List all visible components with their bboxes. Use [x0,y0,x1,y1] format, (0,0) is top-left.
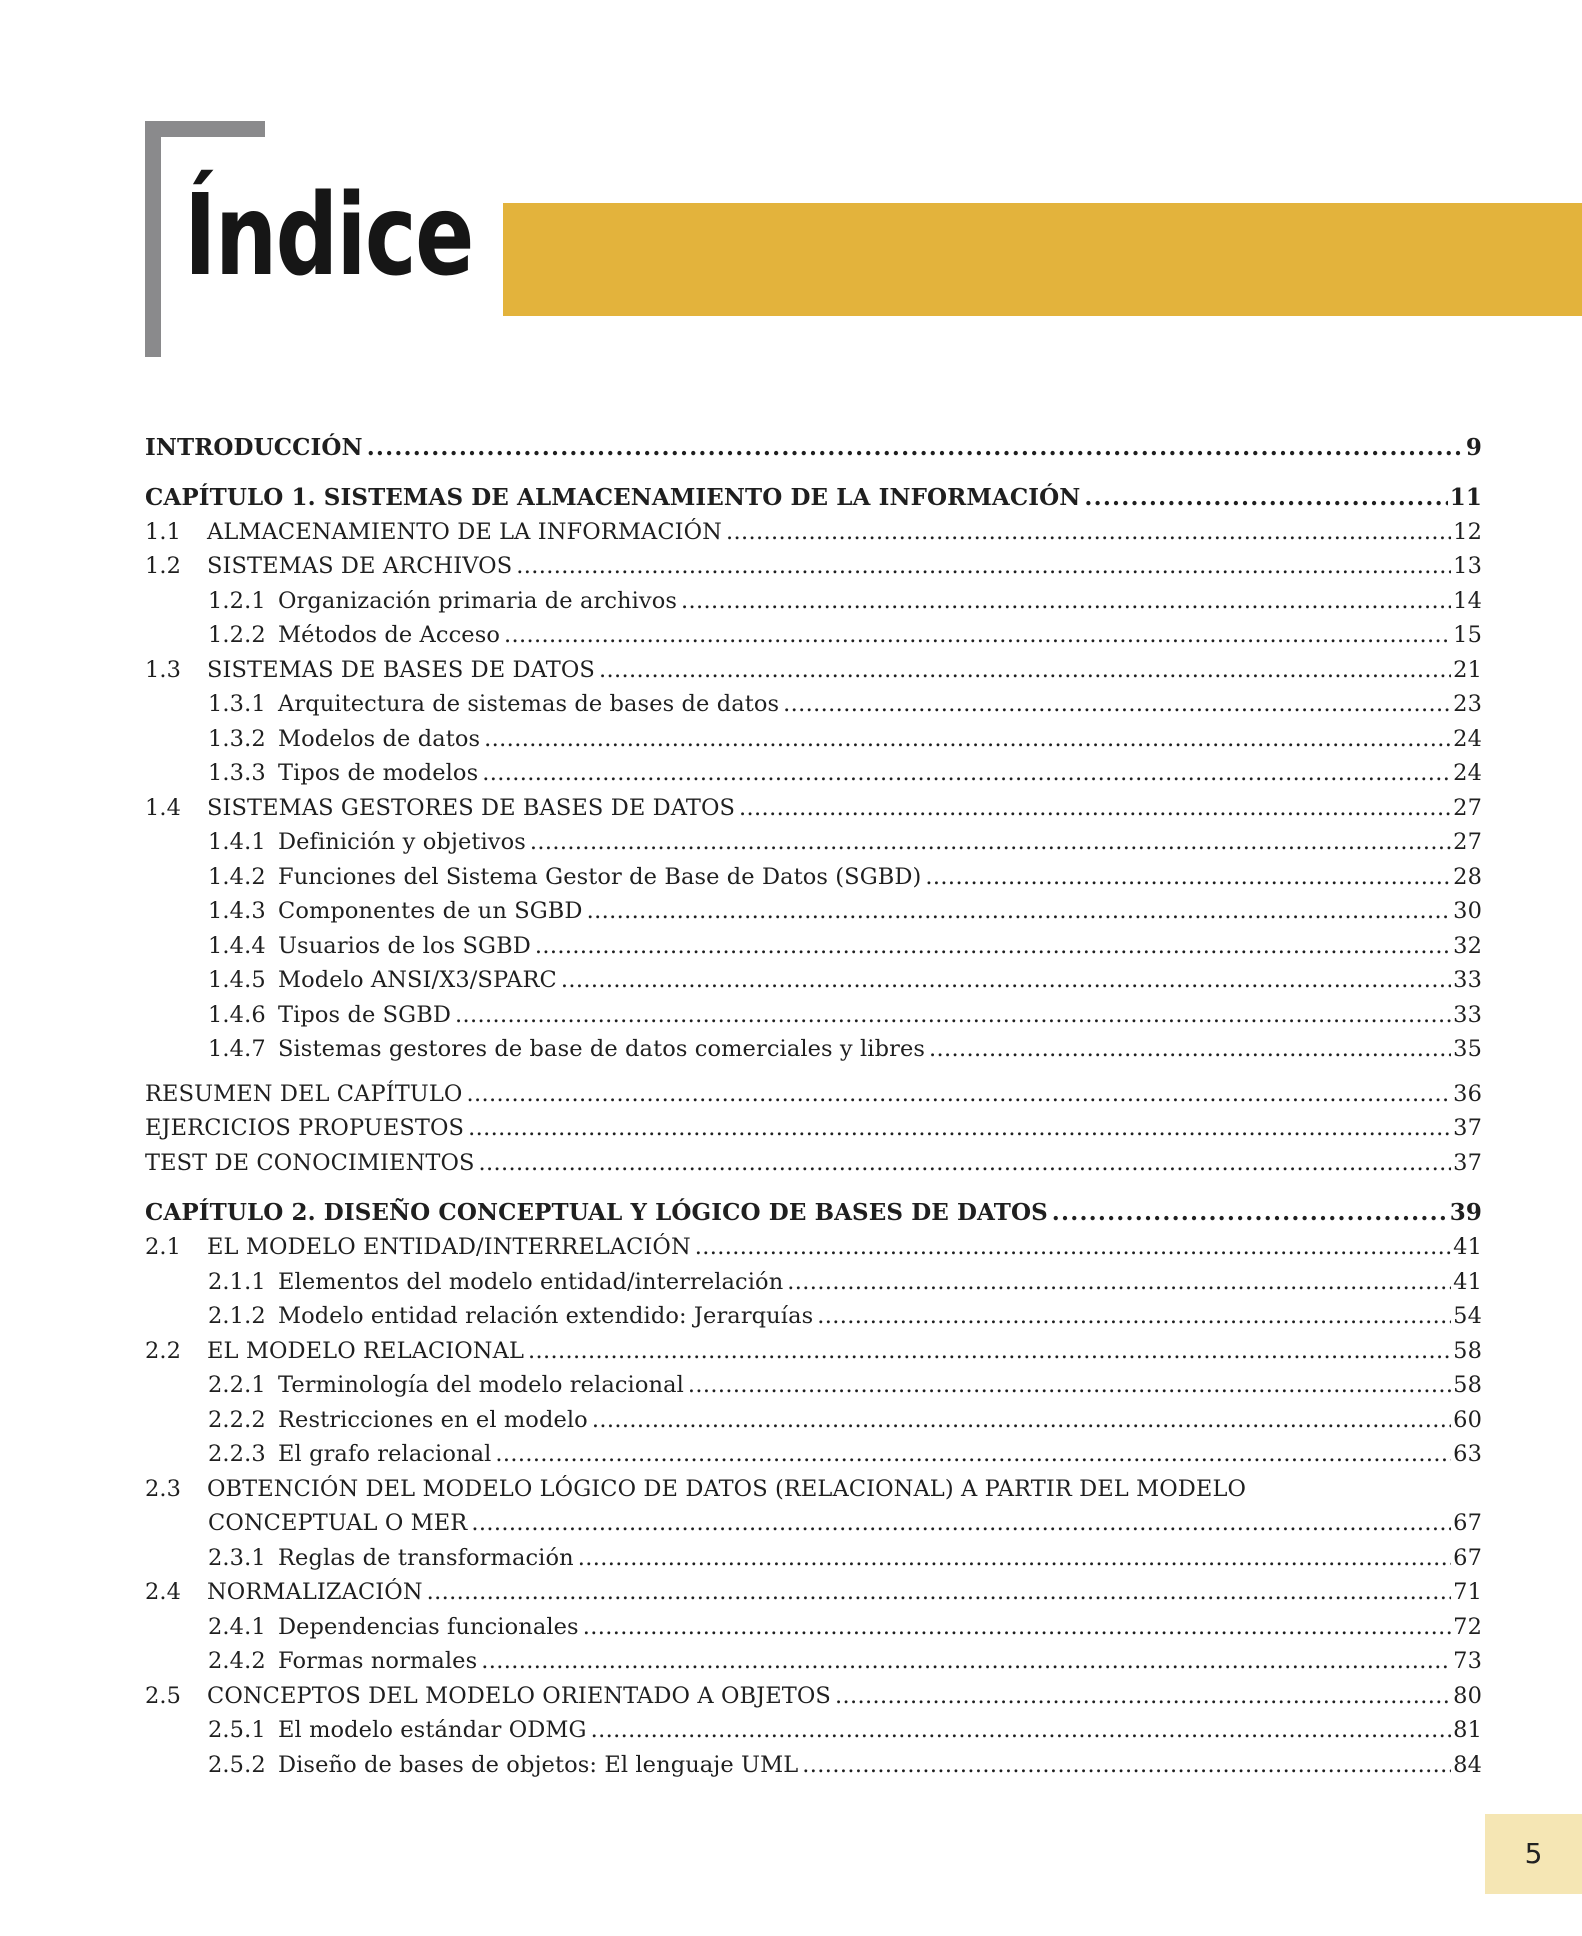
toc-entry-title: Tipos de modelos [278,760,479,786]
toc-entry-page: 21 [1453,657,1482,683]
toc-entry-number: 2.4 [145,1579,182,1605]
toc-chapter-entry [145,1199,1482,1227]
toc-entry-level-2 [208,863,1482,891]
toc-entry-page: 37 [1453,1115,1482,1141]
toc-entry-page: 13 [1453,553,1482,579]
toc-section-entry [145,1114,1482,1142]
toc-entry-number: 1.2 [145,553,182,579]
toc-entry-title: Definición y objetivos [278,829,526,855]
toc-entry-page: 71 [1453,1579,1482,1605]
toc-entry-number: 1.4 [145,795,182,821]
toc-dot-leader [587,897,1452,925]
toc-entry-title: CONCEPTUAL O MER [208,1510,468,1536]
toc-dot-leader [468,1114,1451,1142]
toc-entry-number: 2.4.1 [208,1614,266,1640]
toc-entry-title: Modelo entidad relación extendido: Jerarquías [278,1303,814,1329]
toc-entry-title: Restricciones en el modelo [278,1407,588,1433]
toc-entry-title: El grafo relacional [278,1441,492,1467]
toc-dot-leader [835,1682,1451,1710]
toc-entry-number: 1.4.5 [208,967,266,993]
toc-dot-leader [482,759,1451,787]
toc-dot-leader [1084,484,1447,512]
toc-entry-number: 2.5.1 [208,1717,266,1743]
toc-entry-number: 1.4.4 [208,933,266,959]
toc-entry-title: EL MODELO ENTIDAD/INTERRELACIÓN [207,1234,691,1260]
toc-entry-page: 23 [1453,691,1482,717]
toc-entry-level-2 [208,897,1482,925]
toc-entry-page: 37 [1453,1150,1482,1176]
toc-entry-title: Modelo ANSI/X3/SPARC [278,967,557,993]
toc-entry-number: 1.4.7 [208,1036,266,1062]
toc-entry-title: CAPÍTULO 1. SISTEMAS DE ALMACENAMIENTO DE LA INFORMACIÓN [145,484,1081,511]
toc-entry-number: 1.3.1 [208,691,266,717]
toc-entry-level-2 [208,1035,1482,1063]
toc-entry-level-1 [145,552,1482,580]
toc-entry-level-1 [145,1578,1482,1606]
toc-dot-leader [471,1509,1451,1537]
toc-entry-page: 81 [1453,1717,1482,1743]
toc-entry-number: 1.3.2 [208,726,266,752]
toc-entry-page: 58 [1453,1338,1482,1364]
toc-entry-title: Elementos del modelo entidad/interrelación [278,1269,784,1295]
toc-entry-page: 33 [1453,967,1482,993]
toc-dot-leader [504,621,1451,649]
toc-entry-number: 2.1 [145,1234,182,1260]
toc-dot-leader [427,1578,1452,1606]
toc-entry-page: 58 [1453,1372,1482,1398]
toc-entry-number: 2.5.2 [208,1752,266,1778]
toc-entry-page: 28 [1453,864,1482,890]
toc-entry-level-2 [208,828,1482,856]
toc-entry-number: 2.1.1 [208,1269,266,1295]
toc-entry-page: 9 [1465,434,1482,461]
title-accent-bar [503,203,1582,316]
toc-dot-leader [695,1233,1451,1261]
toc-entry-title: CONCEPTOS DEL MODELO ORIENTADO A OBJETOS [207,1683,831,1709]
toc-entry-title: Organización primaria de archivos [278,588,678,614]
toc-dot-leader [583,1613,1451,1641]
toc-entry-number: 1.4.2 [208,864,266,890]
toc-entry-number: 1.4.3 [208,898,266,924]
toc-entry-level-2 [208,1647,1482,1675]
title-bracket-vertical [145,121,161,357]
toc-dot-leader [817,1302,1451,1330]
toc-dot-leader [479,1149,1452,1177]
toc-entry-page: 15 [1453,622,1482,648]
toc-entry-page: 12 [1453,519,1482,545]
toc-entry-level-1 [145,794,1482,822]
toc-entry-page: 73 [1453,1648,1482,1674]
toc-entry-title: SISTEMAS DE BASES DE DATOS [207,657,595,683]
toc-entry-title: Modelos de datos [278,726,481,752]
toc-entry-page: 36 [1453,1081,1482,1107]
toc-entry-number: 2.2.3 [208,1441,266,1467]
toc-entry-title: Métodos de Acceso [278,622,501,648]
toc-entry-page: 63 [1453,1441,1482,1467]
toc-dot-leader [1052,1199,1448,1227]
toc-entry-number: 1.2.2 [208,622,266,648]
toc-dot-leader [929,1035,1451,1063]
toc-entry-number: 1.3 [145,657,182,683]
toc-entry-number: 1.1 [145,519,182,545]
toc-entry-level-1 [145,1337,1482,1365]
toc-dot-leader [495,1440,1451,1468]
toc-entry-page: 54 [1453,1303,1482,1329]
toc-entry-title: El modelo estándar ODMG [278,1717,587,1743]
toc-entry-title: Terminología del modelo relacional [278,1372,684,1398]
toc-entry-number: 2.2.1 [208,1372,266,1398]
toc-entry-title: Formas normales [278,1648,478,1674]
toc-entry-level-2 [208,966,1482,994]
toc-entry-level-2 [208,587,1482,615]
toc-entry-level-1 [145,1233,1482,1261]
toc-dot-leader [484,725,1451,753]
toc-section-entry [145,1080,1482,1108]
toc-entry-title: EJERCICIOS PROPUESTOS [145,1115,465,1141]
toc-dot-leader [528,1337,1451,1365]
toc-entry-title: OBTENCIÓN DEL MODELO LÓGICO DE DATOS (RELACIONAL) A PARTIR DEL MODELO [207,1476,1247,1502]
toc-dot-leader [592,1406,1451,1434]
toc-entry-page: 30 [1453,898,1482,924]
toc-entry-title: Funciones del Sistema Gestor de Base de Datos (SGBD) [278,864,922,890]
toc-entry-number: 2.3 [145,1476,182,1502]
page-title: Índice [184,171,473,301]
toc-dot-leader [535,932,1451,960]
toc-entry-level-2 [208,621,1482,649]
toc-chapter-entry [145,434,1482,462]
toc-entry-level-2 [208,1268,1482,1296]
toc-entry-page: 41 [1453,1234,1482,1260]
toc-entry-page: 14 [1453,588,1482,614]
toc-entry-continuation [208,1509,1482,1537]
toc-entry-title: RESUMEN DEL CAPÍTULO [145,1081,463,1107]
toc-dot-leader [783,690,1451,718]
toc-entry-level-2 [208,1613,1482,1641]
toc-entry-level-2 [208,1371,1482,1399]
toc-chapter-entry [145,484,1482,512]
toc-entry-page: 72 [1453,1614,1482,1640]
toc-entry-title: Tipos de SGBD [278,1002,451,1028]
toc-entry-level-1 [145,1682,1482,1710]
toc-entry-level-2 [208,1440,1482,1468]
toc-entry-title: INTRODUCCIÓN [145,434,363,461]
toc-dot-leader [787,1268,1451,1296]
toc-entry-title: TEST DE CONOCIMIENTOS [145,1150,475,1176]
toc-dot-leader [599,656,1451,684]
toc-entry-page: 27 [1453,829,1482,855]
toc-entry-number: 2.2.2 [208,1407,266,1433]
toc-entry-page: 80 [1453,1683,1482,1709]
toc-entry-level-2 [208,1716,1482,1744]
toc-entry-page: 27 [1453,795,1482,821]
toc-entry-title: CAPÍTULO 2. DISEÑO CONCEPTUAL Y LÓGICO DE BASES DE DATOS [145,1199,1048,1226]
toc-entry-level-2 [208,932,1482,960]
toc-entry-page: 67 [1453,1510,1482,1536]
toc-entry-level-1 [145,1475,1482,1503]
toc-entry-level-2 [208,1544,1482,1572]
toc-entry-number: 1.3.3 [208,760,266,786]
toc-entry-title: Arquitectura de sistemas de bases de datos [278,691,780,717]
toc-dot-leader [578,1544,1451,1572]
toc-entry-number: 2.5 [145,1683,182,1709]
toc-entry-title: NORMALIZACIÓN [207,1579,423,1605]
toc-entry-page: 41 [1453,1269,1482,1295]
toc-entry-title: EL MODELO RELACIONAL [207,1338,524,1364]
toc-entry-page: 11 [1449,484,1482,511]
toc-entry-level-1 [145,518,1482,546]
toc-entry-page: 35 [1453,1036,1482,1062]
toc-entry-page: 67 [1453,1545,1482,1571]
toc-entry-level-2 [208,759,1482,787]
toc-entry-title: Componentes de un SGBD [278,898,583,924]
toc-entry-page: 24 [1453,726,1482,752]
toc-dot-leader [688,1371,1451,1399]
toc-entry-title: Usuarios de los SGBD [278,933,531,959]
toc-entry-title: Dependencias funcionales [278,1614,579,1640]
toc-dot-leader [466,1080,1451,1108]
toc-entry-number: 2.1.2 [208,1303,266,1329]
toc-entry-title: Sistemas gestores de base de datos comerciales y libres [278,1036,926,1062]
toc-dot-leader [455,1001,1451,1029]
toc-dot-leader [516,552,1451,580]
toc-entry-page: 84 [1453,1752,1482,1778]
toc-entry-level-2 [208,1001,1482,1029]
toc-section-entry [145,1149,1482,1177]
toc-entry-number: 2.2 [145,1338,182,1364]
toc-entry-number: 2.4.2 [208,1648,266,1674]
page-number: 5 [1485,1814,1582,1894]
toc-entry-number: 1.2.1 [208,588,266,614]
toc-entry-level-2 [208,1302,1482,1330]
toc-dot-leader [739,794,1451,822]
toc-entry-title: Reglas de transformación [278,1545,574,1571]
toc-dot-leader [591,1716,1452,1744]
toc-entry-page: 32 [1453,933,1482,959]
toc-entry-level-2 [208,725,1482,753]
toc-entry-title: Diseño de bases de objetos: El lenguaje UML [278,1752,799,1778]
toc-dot-leader [726,518,1451,546]
toc-entry-title: ALMACENAMIENTO DE LA INFORMACIÓN [207,519,722,545]
toc-entry-number: 1.4.1 [208,829,266,855]
toc-entry-page: 24 [1453,760,1482,786]
toc-entry-title: SISTEMAS DE ARCHIVOS [207,553,513,579]
toc-entry-page: 60 [1453,1407,1482,1433]
toc-entry-level-2 [208,1751,1482,1779]
title-bracket-horizontal [145,121,265,137]
toc-entry-level-2 [208,690,1482,718]
toc-dot-leader [530,828,1451,856]
toc-entry-level-1 [145,656,1482,684]
toc-dot-leader [367,434,1464,462]
toc-entry-number: 1.4.6 [208,1002,266,1028]
toc-entry-number: 2.3.1 [208,1545,266,1571]
toc-dot-leader [561,966,1451,994]
toc-entry-page: 39 [1449,1199,1482,1226]
toc-entry-page: 33 [1453,1002,1482,1028]
toc-entry-level-2 [208,1406,1482,1434]
toc-entry-title: SISTEMAS GESTORES DE BASES DE DATOS [207,795,736,821]
toc-dot-leader [925,863,1451,891]
toc-dot-leader [481,1647,1451,1675]
toc-dot-leader [802,1751,1451,1779]
toc-dot-leader [681,587,1451,615]
